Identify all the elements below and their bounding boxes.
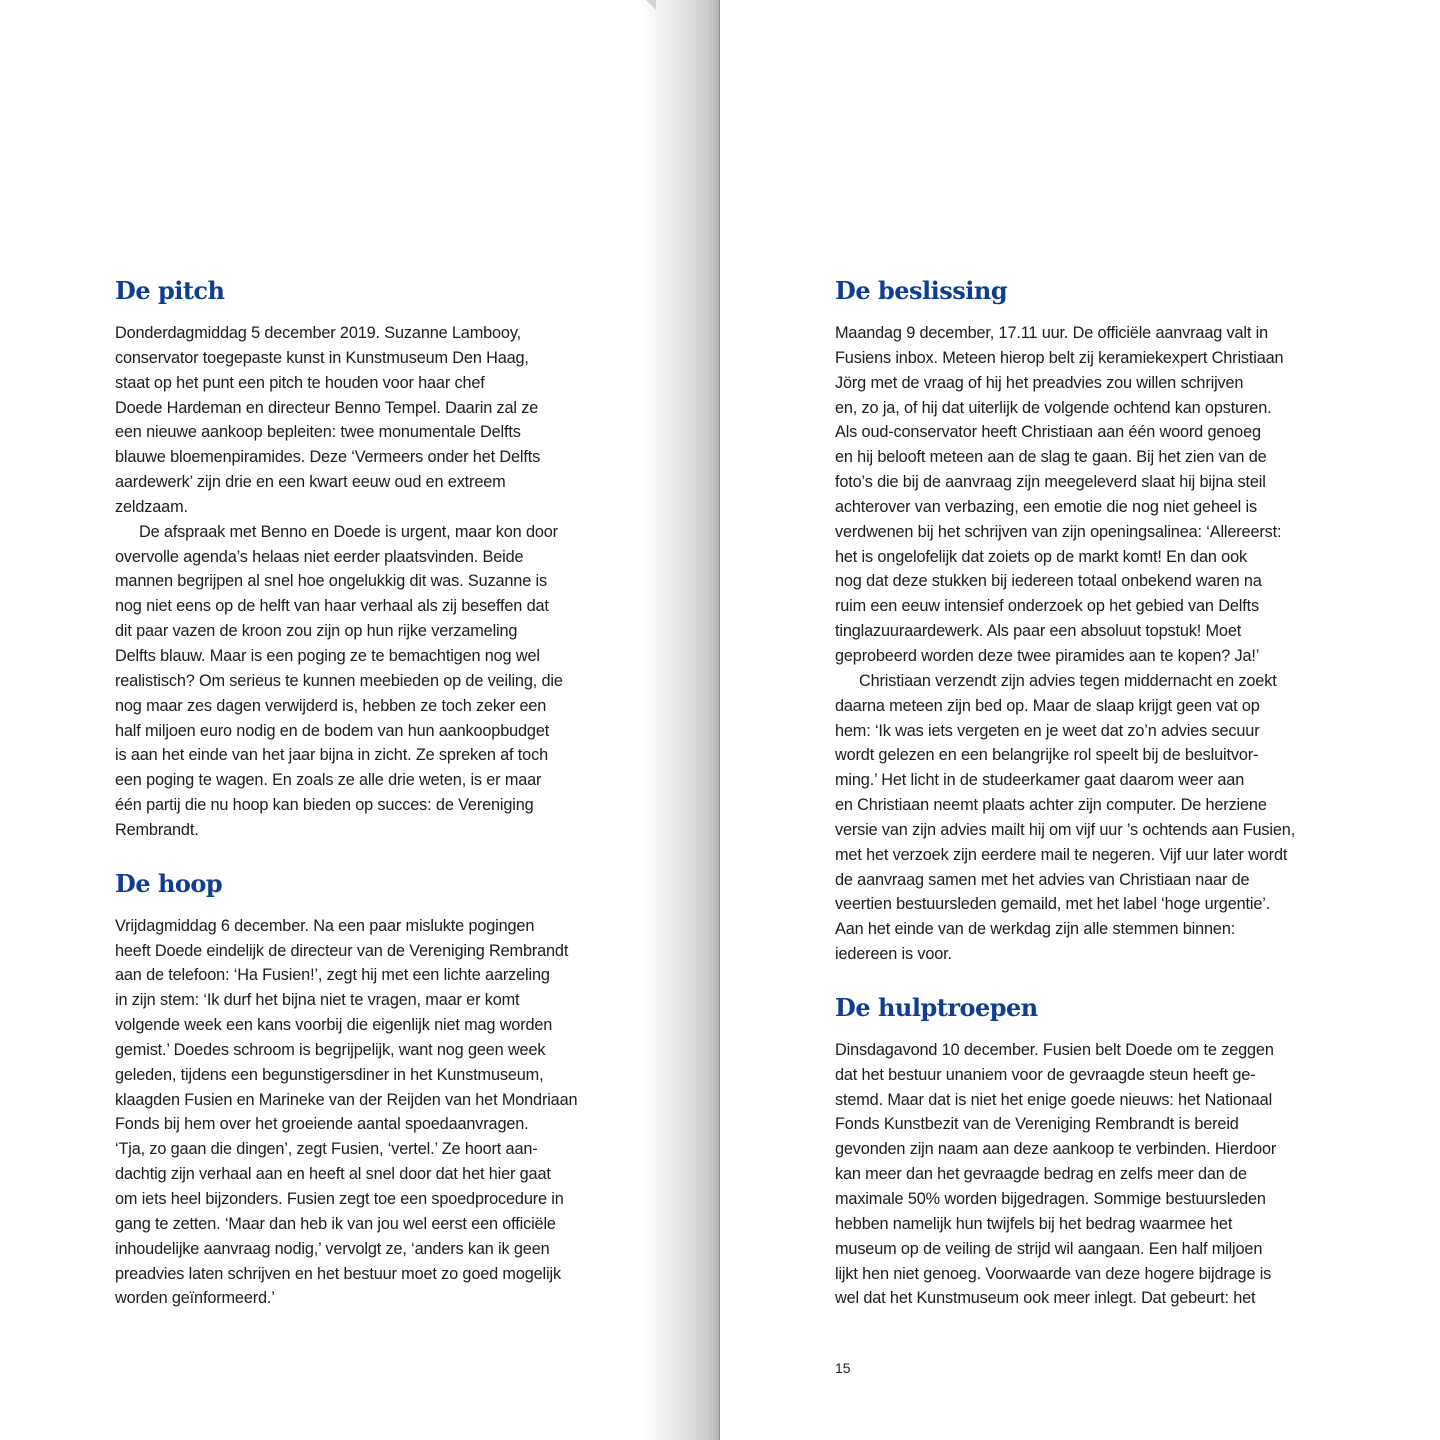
text-line: een poging te wagen. En zoals ze alle drie weten, is er maar [115,771,542,790]
text-line: Maandag 9 december, 17.11 uur. De officiële aanvraag valt in [835,324,1268,342]
text-line: blauwe bloemenpiramides. Deze ‘Vermeers onder het Delfts [115,448,541,467]
section-body-de-beslissing [835,321,1335,967]
left-column [115,275,615,1336]
text-line: heeft Doede eindelijk de directeur van de Vereniging Rembrandt [115,941,569,960]
gutter-shadow [640,0,720,1440]
section-title-de-pitch: De pitch [115,276,225,305]
text-line: aardewerk’ zijn drie en een kwart eeuw oud en extreem [115,473,506,492]
text-line: gemist.’ Doedes schroom is begrijpelijk, want nog geen week [115,1040,546,1059]
text-line: nog niet eens op de helft van haar verhaal als zij beseffen dat [115,597,549,616]
text-line: Donderdagmiddag 5 december 2019. Suzanne Lambooy, [115,324,521,342]
text-line: gevonden zijn naam aan deze aankoop te verbinden. Hierdoor [835,1140,1277,1159]
text-line: dachtig zijn verhaal aan en heeft al snel door dat het hier gaat [115,1165,551,1184]
text-line: half miljoen euro nodig en de bodem van hun aankoopbudget [115,721,550,740]
text-line: en, zo ja, of hij dat uiterlijk de volgende ochtend kan opsturen. [835,398,1272,417]
text-line: inhoudelijke aanvraag nodig,’ vervolgt ze, ‘anders kan ik geen [115,1239,550,1258]
section-title-de-beslissing: De beslissing [835,276,1008,305]
text-line: worden geïnformeerd.’ [115,1289,275,1308]
text-line: ‘Tja, zo gaan die dingen’, zegt Fusien, ‘vertel.’ Ze hoort aan- [115,1140,538,1159]
text-line: dat het bestuur unaniem voor de gevraagde steun heeft ge- [835,1065,1256,1084]
text-line: museum op de veiling de strijd wil aangaan. Een half miljoen [835,1239,1263,1258]
text-line: realistisch? Om serieus te kunnen meebieden op de veiling, die [115,671,563,690]
text-line: hem: ‘Ik was iets vergeten en je weet dat zo’n advies secuur [835,721,1260,740]
text-line: met het verzoek zijn eerdere mail te negeren. Vijf uur later wordt [835,845,1288,864]
text-line: wordt gelezen en een belangrijke rol speelt bij de besluitvor- [835,746,1259,765]
text-line-indented: Christiaan verzendt zijn advies tegen middernacht en zoekt [859,671,1277,690]
section-body-de-pitch [115,321,615,843]
text-line: versie van zijn advies mailt hij om vijf uur ’s ochtends aan Fusien, [835,820,1296,839]
text-line: ruim een eeuw intensief onderzoek op het gebied van Delfts [835,597,1259,616]
section-title-de-hoop: De hoop [115,868,223,898]
text-line: Als oud-conservator heeft Christiaan aan één woord genoeg [835,423,1261,442]
text-line: geleden, tijdens een begunstigersdiner in het Kunstmuseum, [115,1065,544,1084]
text-line: achterover van verbazing, een emotie die nog niet geheel is [835,497,1257,516]
text-line: iedereen is voor. [835,945,952,964]
section-body-de-hulptroepen [835,1038,1335,1311]
text-line: geprobeerd worden deze twee piramides aan te kopen? Ja!’ [835,646,1260,665]
text-line: gang te zetten. ‘Maar dan heb ik van jou wel eerst een officiële [115,1214,556,1233]
text-line: nog dat deze stukken bij iedereen totaal onbekend waren na [835,572,1262,591]
text-line: conservator toegepaste kunst in Kunstmuseum Den Haag, [115,348,529,367]
text-line: mannen begrijpen al snel hoe ongelukkig dit was. Suzanne is [115,572,547,591]
text-line: stemd. Maar dat is niet het enige goede nieuws: het Nationaal [835,1090,1273,1109]
text-line: staat op het punt een pitch te houden voor haar chef [115,373,485,392]
page-corner [646,0,656,10]
text-line: om iets heel bijzonders. Fusien zegt toe een spoedprocedure in [115,1190,564,1208]
text-line: hebben namelijk hun twijfels bij het bedrag waarmee het [835,1214,1233,1233]
text-line: Jörg met de vraag of hij het preadvies zou willen schrijven [835,373,1244,392]
text-line: een nieuwe aankoop bepleiten: twee monumentale Delfts [115,423,521,442]
text-line-indented: De afspraak met Benno en Doede is urgent, maar kon door [139,522,558,541]
text-line: zeldzaam. [115,497,188,516]
text-line: ming.’ Het licht in de studeerkamer gaat daarom weer aan [835,771,1245,790]
text-line: aan de telefoon: ‘Ha Fusien!’, zegt hij met een lichte aarzeling [115,966,550,985]
text-line: veertien bestuursleden gemaild, met het label ‘hoge urgentie’. [835,895,1271,914]
text-line: Dinsdagavond 10 december. Fusien belt Doede om te zeggen [835,1040,1274,1059]
text-line: foto’s die bij de aanvraag zijn meegeleverd slaat hij bijna steil [835,473,1266,492]
text-line: Delfts blauw. Maar is een poging ze te bemachtigen nog wel [115,646,540,665]
text-line: Vrijdagmiddag 6 december. Na een paar mislukte pogingen [115,916,535,935]
text-line: de aanvraag samen met het advies van Christiaan naar de [835,870,1250,889]
text-line: nog maar zes dagen verwijderd is, hebben ze toch zeker een [115,696,547,715]
text-line: het is ongelofelijk dat zoiets op de markt komt! En dan ook [835,547,1247,566]
text-line: Fonds Kunstbezit van de Vereniging Rembrandt is bereid [835,1115,1239,1134]
text-line: en Christiaan neemt plaats achter zijn computer. De herziene [835,796,1267,815]
text-line: en hij belooft meteen aan de slag te gaan. Bij het zien van de [835,448,1267,467]
text-line: Doede Hardeman en directeur Benno Tempel. Daarin zal ze [115,398,539,417]
text-line: verdwenen bij het schrijven van zijn openingsalinea: ‘Allereerst: [835,522,1282,541]
text-line: overvolle agenda’s helaas niet eerder plaatsvinden. Beide [115,547,524,566]
text-line: Rembrandt. [115,820,199,839]
text-line: in zijn stem: ‘Ik durf het bijna niet te vragen, maar er komt [115,991,520,1010]
section-body-de-hoop [115,914,615,1312]
text-line: preadvies laten schrijven en het bestuur moet zo goed mogelijk [115,1264,561,1283]
text-line: kan meer dan het gevraagde bedrag en zelfs meer dan de [835,1165,1247,1184]
text-line: Fonds bij hem over het groeiende aantal spoedaanvragen. [115,1115,529,1134]
text-line: klaagden Fusien en Marineke van der Reijden van het Mondriaan [115,1090,578,1109]
page-number: 15 [835,1360,851,1376]
text-line: Fusiens inbox. Meteen hierop belt zij keramiekexpert Christiaan [835,348,1284,367]
text-line: één partij die nu hoop kan bieden op succes: de Vereniging [115,796,534,815]
text-line: daarna meteen zijn bed op. Maar de slaap krijgt geen vat op [835,696,1260,715]
text-line: wel dat het Kunstmuseum ook meer inlegt. Dat gebeurt: het [835,1289,1256,1308]
section-title-de-hulptroepen: De hulptroepen [835,992,1038,1022]
text-line: tinglazuuraardewerk. Als paar een absoluut topstuk! Moet [835,622,1242,641]
right-column [835,275,1335,1336]
text-line: maximale 50% worden bijgedragen. Sommige bestuursleden [835,1190,1266,1208]
text-line: lijkt hen niet genoeg. Voorwaarde van deze hogere bijdrage is [835,1264,1272,1283]
text-line: is aan het einde van het jaar bijna in zicht. Ze spreken af toch [115,746,548,765]
text-line: volgende week een kans voorbij die eigenlijk niet mag worden [115,1016,553,1035]
text-line: Aan het einde van de werkdag zijn alle stemmen binnen: [835,920,1236,939]
text-line: dit paar vazen de kroon zou zijn op hun rijke verzameling [115,622,518,641]
